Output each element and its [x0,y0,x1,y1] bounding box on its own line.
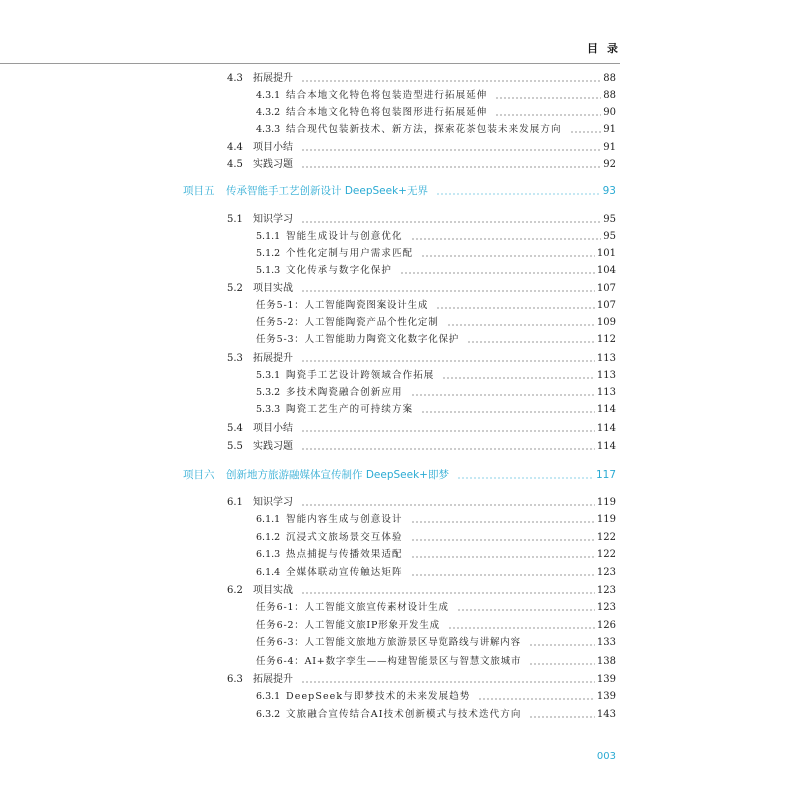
toc-entry-title: 热点捕捉与传播效果适配 [286,549,403,560]
toc-entry-number: 6.1.3 [256,549,281,560]
toc-entry-page: 107 [596,283,616,294]
toc-entry-number: 6.3 [227,674,243,685]
toc-entry-title: 结合本地文化特色将包装图形进行拓展延伸 [286,107,488,118]
toc-entry-title: 知识学习 [253,497,293,508]
toc-entry-title: 拓展提升 [253,73,293,84]
toc-entry-number: 4.3.1 [256,90,281,101]
toc-entry [0,672,800,687]
toc-leader-dots [495,88,601,103]
toc-entry-title: 项目小结 [253,142,293,153]
toc-entry-page: 113 [596,353,616,364]
toc-entry-page: 88 [603,73,616,84]
toc-entry-title: 任务6-1：人工智能文旅宣传素材设计生成 [256,602,449,613]
toc-entry-number: 5.3.3 [256,404,281,415]
toc-entry-title: 陶瓷手工艺设计跨领域合作拓展 [286,370,435,381]
toc-entry-title: 智能生成设计与创意优化 [286,231,403,242]
toc-entry-title: 任务6-3：人工智能文旅地方旅游景区导览路线与讲解内容 [256,637,521,648]
toc-leader-dots [411,565,595,580]
toc-leader-dots [301,672,595,687]
toc-entry-title: 创新地方旅游融媒体宣传制作 DeepSeek+即梦 [226,469,449,481]
toc-leader-dots [442,368,595,383]
toc-leader-dots [448,618,595,633]
toc-leader-dots [301,140,601,155]
toc-leader-dots [301,157,601,172]
toc-entry [0,495,800,510]
toc-entry [0,88,800,103]
toc-entry-page: 113 [596,387,616,398]
toc-entry [0,635,800,650]
toc-entry-number: 4.3.2 [256,107,281,118]
toc-entry [0,689,800,704]
toc-entry-title: 多技术陶瓷融合创新应用 [286,387,403,398]
toc-leader-dots [495,105,601,120]
toc-entry [0,246,800,261]
toc-entry-number: 6.2 [227,585,243,596]
toc-entry-number: 5.2 [227,283,243,294]
toc-entry-page: 138 [596,656,616,667]
toc-leader-dots [301,212,601,227]
toc-entry-title: 个性化定制与用户需求匹配 [286,248,414,259]
toc-leader-dots [529,654,595,669]
toc-entry-number: 项目六 [183,469,215,481]
toc-entry-page: 107 [596,300,616,311]
toc-entry-number: 5.1.3 [256,265,281,276]
toc-entry [0,122,800,137]
toc-entry-number: 5.3.1 [256,370,281,381]
toc-leader-dots [301,583,595,598]
toc-entry-number: 5.3.2 [256,387,281,398]
toc-entry-title: 任务6-2：人工智能文旅IP形象开发生成 [256,620,440,631]
toc-entry-page: 122 [596,532,616,543]
toc-entry-number: 6.3.1 [256,691,281,702]
toc-entry [0,298,800,313]
toc-entry-page: 92 [603,159,616,170]
toc-leader-dots [529,707,594,722]
toc-entry [0,263,800,278]
toc-entry-page: 119 [596,514,616,525]
toc-entry-title: 全媒体联动宣传触达矩阵 [286,567,403,578]
toc-entry-title: 项目实战 [253,283,293,294]
toc-entry-title: 实践习题 [253,159,293,170]
toc-entry [0,105,800,120]
toc-entry [0,385,800,400]
toc-leader-dots [436,184,601,199]
toc-entry-page: 95 [603,231,616,242]
toc-leader-dots [467,332,595,347]
toc-entry [0,140,800,155]
toc-entry-page: 139 [596,691,616,702]
toc-entry-page: 119 [596,497,616,508]
toc-entry-title: 任务5-1：人工智能陶瓷图案设计生成 [256,300,429,311]
toc-entry [0,439,800,454]
toc-leader-dots [478,689,594,704]
toc-leader-dots [301,281,595,296]
toc-entry-page: 113 [596,370,616,381]
toc-entry-page: 117 [595,469,616,481]
toc-entry [0,512,800,527]
toc-entry [0,212,800,227]
toc-entry-title: 任务5-3：人工智能助力陶瓷文化数字化保护 [256,334,460,345]
toc-entry-page: 122 [596,549,616,560]
toc-entry-page: 104 [596,265,616,276]
toc-entry-title: 拓展提升 [253,353,293,364]
toc-entry-title: 拓展提升 [253,674,293,685]
toc-entry-page: 114 [596,441,616,452]
toc-leader-dots [301,439,595,454]
toc-entry-number: 5.4 [227,423,243,434]
toc-entry-number: 4.5 [227,159,243,170]
toc-leader-dots [400,263,595,278]
toc-entry [0,351,800,366]
toc-entry [0,565,800,580]
toc-entry-number: 4.4 [227,142,243,153]
toc-entry-page: 133 [596,637,616,648]
toc-entry [0,583,800,598]
toc-leader-dots [411,385,595,400]
toc-leader-dots [301,351,595,366]
toc-entry-title: 智能内容生成与创意设计 [286,514,403,525]
toc-entry-page: 123 [596,567,616,578]
toc-entry-page: 109 [596,317,616,328]
toc-entry-page: 93 [602,185,616,197]
toc-leader-dots [447,315,595,330]
toc-leader-dots [411,547,595,562]
toc-leader-dots [457,468,594,483]
toc-entry-page: 123 [596,602,616,613]
toc-entry [0,332,800,347]
toc-entry-title: 文化传承与数字化保护 [286,265,393,276]
toc-entry-number: 5.1 [227,214,243,225]
toc-entry [0,229,800,244]
toc-leader-dots [301,421,595,436]
toc-entry-page: 91 [603,124,616,135]
toc-entry [0,654,800,669]
page-header-title: 目录 [587,42,627,55]
toc-entry-page: 139 [596,674,616,685]
toc-entry-number: 6.1.2 [256,532,281,543]
toc-entry [0,402,800,417]
toc-entry-number: 5.5 [227,441,243,452]
toc-entry-title: 实践习题 [253,441,293,452]
toc-entry [0,315,800,330]
toc-entry-title: 沉浸式文旅场景交互体验 [286,532,403,543]
toc-entry-page: 114 [596,423,616,434]
toc-entry-page: 95 [603,214,616,225]
toc-entry [0,600,800,615]
toc-entry-page: 126 [596,620,616,631]
toc-entry [0,368,800,383]
toc-entry-number: 6.3.2 [256,709,281,720]
toc-entry-title: 传承智能手工艺创新设计 DeepSeek+无界 [226,185,428,197]
toc-entry-title: 任务6-4：AI+数字孪生——构建智能景区与智慧文旅城市 [256,656,522,667]
toc-entry-page: 101 [596,248,616,259]
toc-entry-title: 陶瓷工艺生产的可持续方案 [286,404,414,415]
toc-entry-title: 文旅融合宣传结合AI技术创新模式与技术迭代方向 [286,709,522,720]
toc-leader-dots [421,402,595,417]
toc-entry-number: 6.1 [227,497,243,508]
toc-entry-title: DeepSeek与即梦技术的未来发展趋势 [286,691,471,702]
toc-entry-page: 143 [596,709,616,720]
toc-entry-title: 结合本地文化特色将包装造型进行拓展延伸 [286,90,488,101]
toc-entry [0,707,800,722]
toc-entry [0,530,800,545]
toc-project-entry [0,468,800,483]
toc-entry-number: 6.1.4 [256,567,281,578]
toc-leader-dots [301,495,595,510]
toc-entry-page: 112 [596,334,616,345]
toc-leader-dots [301,71,601,86]
toc-entry-page: 114 [596,404,616,415]
toc-entry-title: 知识学习 [253,214,293,225]
toc-entry-number: 5.1.2 [256,248,281,259]
toc-entry-number: 5.3 [227,353,243,364]
toc-entry-number: 4.3 [227,73,243,84]
toc-leader-dots [529,635,595,650]
toc-leader-dots [570,122,602,137]
toc-entry-number: 项目五 [183,185,215,197]
toc-leader-dots [411,229,602,244]
toc-entry-page: 88 [603,90,616,101]
toc-entry-number: 6.1.1 [256,514,281,525]
toc-entry [0,157,800,172]
toc-leader-dots [457,600,595,615]
toc-entry-title: 结合现代包装新技术、新方法，探索花茶包装未来发展方向 [286,124,562,135]
toc-entry-title: 项目小结 [253,423,293,434]
footer-page-number: 003 [596,751,616,762]
toc-entry [0,281,800,296]
toc-entry-page: 90 [603,107,616,118]
toc-entry [0,547,800,562]
toc-entry-page: 123 [596,585,616,596]
toc-leader-dots [421,246,595,261]
toc-entry [0,71,800,86]
toc-entry-title: 项目实战 [253,585,293,596]
toc-leader-dots [411,530,595,545]
toc-entry-number: 5.1.1 [256,231,281,242]
toc-leader-dots [411,512,595,527]
toc-entry [0,618,800,633]
toc-entry [0,421,800,436]
toc-entry-number: 4.3.3 [256,124,281,135]
toc-project-entry [0,184,800,199]
toc-entry-page: 91 [603,142,616,153]
toc-leader-dots [436,298,595,313]
toc-entry-title: 任务5-2：人工智能陶瓷产品个性化定制 [256,317,439,328]
